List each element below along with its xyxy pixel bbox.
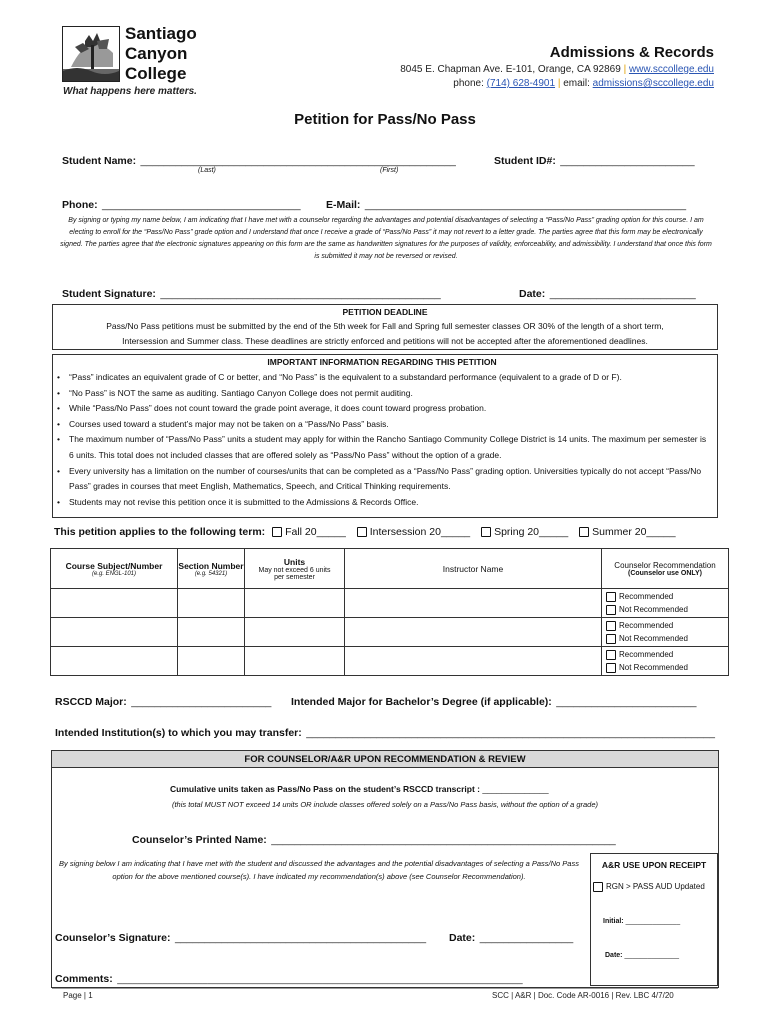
list-item: • Every university has a limitation on the number of courses/units that can be completed as a “Pass/No Pass” grading option. Universities typically do not accept “Pass/No Pass” grades in courses that meet English, Mathematics, Speech, and Critical Thinking requirements.: [53, 464, 711, 495]
deadline-line-1: Pass/No Pass petitions must be submitted by the end of the 5th week for Fall and Spring full semester classes OR 30% of the length of a short term,: [106, 321, 664, 331]
deadline-line-2: Intersession and Summer class. These deadlines are strictly enforced and petitions will not be accepted after the aforementioned deadlines.: [122, 336, 648, 346]
comments-row: Comments: _________________________________________________________________________________: [55, 973, 523, 985]
student-id-row: Student ID#: _______________________: [494, 155, 695, 167]
intended-major-field[interactable]: ________________________: [556, 696, 697, 708]
list-item: • Students may not revise this petition once it is submitted to the Admissions & Records Office.: [53, 495, 711, 511]
checkbox-icon[interactable]: [593, 882, 603, 892]
term-label: This petition applies to the following term:: [54, 526, 266, 538]
term-option-fall[interactable]: Fall 20_____: [272, 526, 346, 538]
ar-heading: A&R USE UPON RECEIPT: [601, 860, 707, 870]
phone-link[interactable]: (714) 628-4901: [486, 78, 556, 89]
cumulative-field[interactable]: ______________: [482, 784, 549, 794]
checkbox-icon[interactable]: [606, 621, 616, 631]
rsccd-major-row: RSCCD Major: ________________________: [55, 696, 272, 708]
term-row: [54, 526, 676, 538]
course-cell[interactable]: [51, 647, 178, 676]
office-title: Admissions & Records: [549, 44, 714, 61]
col-instructor: Instructor Name: [345, 549, 602, 589]
not-recommended-option[interactable]: Not Recommended: [606, 603, 728, 616]
col-course: Course Subject/Number (e.g. ENGL-101): [51, 549, 178, 589]
ar-date-row: Date: ______________: [605, 952, 679, 959]
recommendation-cell: [602, 647, 729, 676]
institution-row: Intended Institution(s) to which you may transfer: ______________________________________________________________________: [55, 727, 715, 739]
table-row: [51, 647, 729, 676]
list-item: • “No Pass” is NOT the same as auditing. Santiago Canyon College does not permit auditing.: [53, 386, 711, 402]
not-recommended-option[interactable]: Not Recommended: [606, 632, 728, 645]
college-logo: [62, 26, 120, 82]
institution-field[interactable]: ______________________________________________________________________: [306, 727, 715, 739]
ar-receipt-box: [590, 853, 718, 986]
ar-rgn-option[interactable]: RGN > PASS AUD Updated: [591, 870, 717, 892]
section-cell[interactable]: [178, 618, 245, 647]
info-list: [53, 370, 711, 510]
college-tagline: What happens here matters.: [63, 86, 197, 97]
checkbox-icon[interactable]: [579, 527, 589, 537]
table-row: [51, 618, 729, 647]
term-option-summer[interactable]: Summer 20_____: [579, 526, 675, 538]
ar-initial-field[interactable]: ______________: [625, 918, 681, 925]
recommendation-cell: [602, 618, 729, 647]
checkbox-icon[interactable]: [606, 605, 616, 615]
student-id-field[interactable]: _______________________: [560, 155, 695, 167]
recommendation-cell: [602, 589, 729, 618]
address: 8045 E. Chapman Ave. E-101, Orange, CA 92869: [400, 64, 621, 75]
footer-divider: [52, 988, 718, 989]
intended-major-row: Intended Major for Bachelor’s Degree (if applicable): ________________________: [291, 696, 697, 708]
section-cell[interactable]: [178, 647, 245, 676]
col-units: Units May not exceed 6 units per semester: [245, 549, 345, 589]
instructor-cell[interactable]: [345, 647, 602, 676]
deadline-heading: PETITION DEADLINE: [342, 307, 428, 317]
section-cell[interactable]: [178, 589, 245, 618]
checkbox-icon[interactable]: [357, 527, 367, 537]
doc-code: SCC | A&R | Doc. Code AR-0016 | Rev. LBC 4/7/20: [492, 991, 674, 1000]
comments-field[interactable]: _________________________________________________________________________________: [117, 974, 523, 984]
units-cell[interactable]: [245, 618, 345, 647]
recommended-option[interactable]: Recommended: [606, 619, 728, 632]
deadline-box: [52, 304, 718, 350]
phone-row: Phone: __________________________________: [62, 199, 301, 211]
course-table: [50, 548, 729, 676]
counselor-printed-name-field[interactable]: ___________________________________________________________: [271, 834, 616, 846]
counselor-date-field[interactable]: ________________: [479, 932, 574, 944]
student-signature-row: Student Signature: ________________________________________________: [62, 288, 441, 300]
list-item: • “Pass” indicates an equivalent grade of C or better, and “No Pass” is the equivalent to a substandard performance (equivalent to a grade of D or F).: [53, 370, 711, 386]
website-link[interactable]: www.sccollege.edu: [628, 64, 714, 75]
term-option-spring[interactable]: Spring 20_____: [481, 526, 568, 538]
units-cell[interactable]: [245, 589, 345, 618]
last-name-hint: (Last): [198, 167, 216, 174]
first-name-hint: (First): [380, 167, 399, 174]
phone-field[interactable]: __________________________________: [102, 199, 301, 211]
email-field[interactable]: _______________________________________________________: [364, 199, 687, 211]
table-row: [51, 589, 729, 618]
page-title: Petition for Pass/No Pass: [294, 111, 476, 128]
checkbox-icon[interactable]: [606, 650, 616, 660]
recommended-option[interactable]: Recommended: [606, 648, 728, 661]
rsccd-major-field[interactable]: ________________________: [131, 696, 272, 708]
student-signature-field[interactable]: ________________________________________________: [160, 288, 441, 300]
counselor-signature-row: Counselor’s Signature: ___________________________________________: [55, 932, 427, 944]
student-name-field[interactable]: ______________________________________________________: [140, 155, 456, 167]
not-recommended-option[interactable]: Not Recommended: [606, 661, 728, 674]
student-date-row: Date: _________________________: [519, 288, 696, 300]
cumulative-note: (this total MUST NOT exceed 14 units OR include classes offered solely on a Pass/No Pass basis, without the option of a grade): [171, 800, 599, 809]
cumulative-row: Cumulative units taken as Pass/No Pass on the student’s RSCCD transcript : ______________: [170, 784, 549, 794]
checkbox-icon[interactable]: [606, 663, 616, 673]
checkbox-icon[interactable]: [272, 527, 282, 537]
course-cell[interactable]: [51, 589, 178, 618]
info-heading: IMPORTANT INFORMATION REGARDING THIS PETITION: [267, 357, 497, 367]
counselor-statement: By signing below I am indicating that I have met with the student and discussed the advantages and the potential disadvantages of selecting a Pass/No Pass option for the above mentioned course(s). I have indicated my recommendation(s) above (see Counselor Recommendation).: [59, 859, 579, 881]
units-cell[interactable]: [245, 647, 345, 676]
course-cell[interactable]: [51, 618, 178, 647]
signature-disclaimer: By signing or typing my name below, I am indicating that I have met with a counselor regarding the advantages and potential disadvantages of selecting a “Pass/No Pass” grading option for this course. I am electing to enroll for the “Pass/No Pass” grade option and I understand that once I receive a grade of “Pass/No Pass” it may not revert to a letter grade. The parties agree that this form may be electronically signed. The parties agree that the electronic signatures appearing on this form are the same as handwritten signatures for the purposes of validity, enforceability, and admissibility. I understand that once this form is submitted it may not be reversed or revised.: [60, 217, 712, 260]
col-counselor: Counselor Recommendation (Counselor use ONLY): [602, 549, 729, 589]
instructor-cell[interactable]: [345, 589, 602, 618]
important-info-box: [52, 354, 718, 518]
checkbox-icon[interactable]: [606, 634, 616, 644]
ar-initial-row: Initial: ______________: [603, 918, 681, 925]
email-link[interactable]: admissions@sccollege.edu: [592, 78, 714, 89]
recommended-option[interactable]: Recommended: [606, 590, 728, 603]
counselor-signature-field[interactable]: ___________________________________________: [174, 932, 427, 944]
counselor-printed-name-row: Counselor’s Printed Name: ___________________________________________________________: [132, 834, 616, 846]
page-number: Page | 1: [63, 991, 93, 1000]
college-name: Santiago Canyon College: [125, 24, 197, 83]
student-name-row: Student Name: ______________________________________________________: [62, 155, 456, 167]
counselor-section-heading: FOR COUNSELOR/A&R UPON RECOMMENDATION & REVIEW: [51, 750, 719, 768]
instructor-cell[interactable]: [345, 618, 602, 647]
list-item: • Courses used toward a student’s major may not be taken on a “Pass/No Pass” basis.: [53, 417, 711, 433]
email-row: E-Mail: _______________________________________________________: [326, 199, 687, 211]
student-date-field[interactable]: _________________________: [549, 288, 696, 300]
table-header-row: [51, 549, 729, 589]
ar-date-field[interactable]: ______________: [624, 952, 679, 959]
checkbox-icon[interactable]: [481, 527, 491, 537]
list-item: • The maximum number of “Pass/No Pass” units a student may apply for within the Rancho Santiago Community College District is 14 units. The maximum per semester is 6 units. This total does not included classes that are offered solely as “Pass/No Pass” without the option of a grade.: [53, 432, 711, 463]
col-section: Section Number (e.g. 54321): [178, 549, 245, 589]
checkbox-icon[interactable]: [606, 592, 616, 602]
term-option-intersession[interactable]: Intersession 20_____: [357, 526, 470, 538]
list-item: • While “Pass/No Pass” does not count toward the grade point average, it does count toward progress probation.: [53, 401, 711, 417]
contact-block: Admissions & Records 8045 E. Chapman Ave. E-101, Orange, CA 92869 | www.sccollege.edu phone: (714) 628-4901 | email: admissions@sccollege.edu: [400, 44, 714, 89]
counselor-date-row: Date: ________________: [449, 932, 574, 944]
